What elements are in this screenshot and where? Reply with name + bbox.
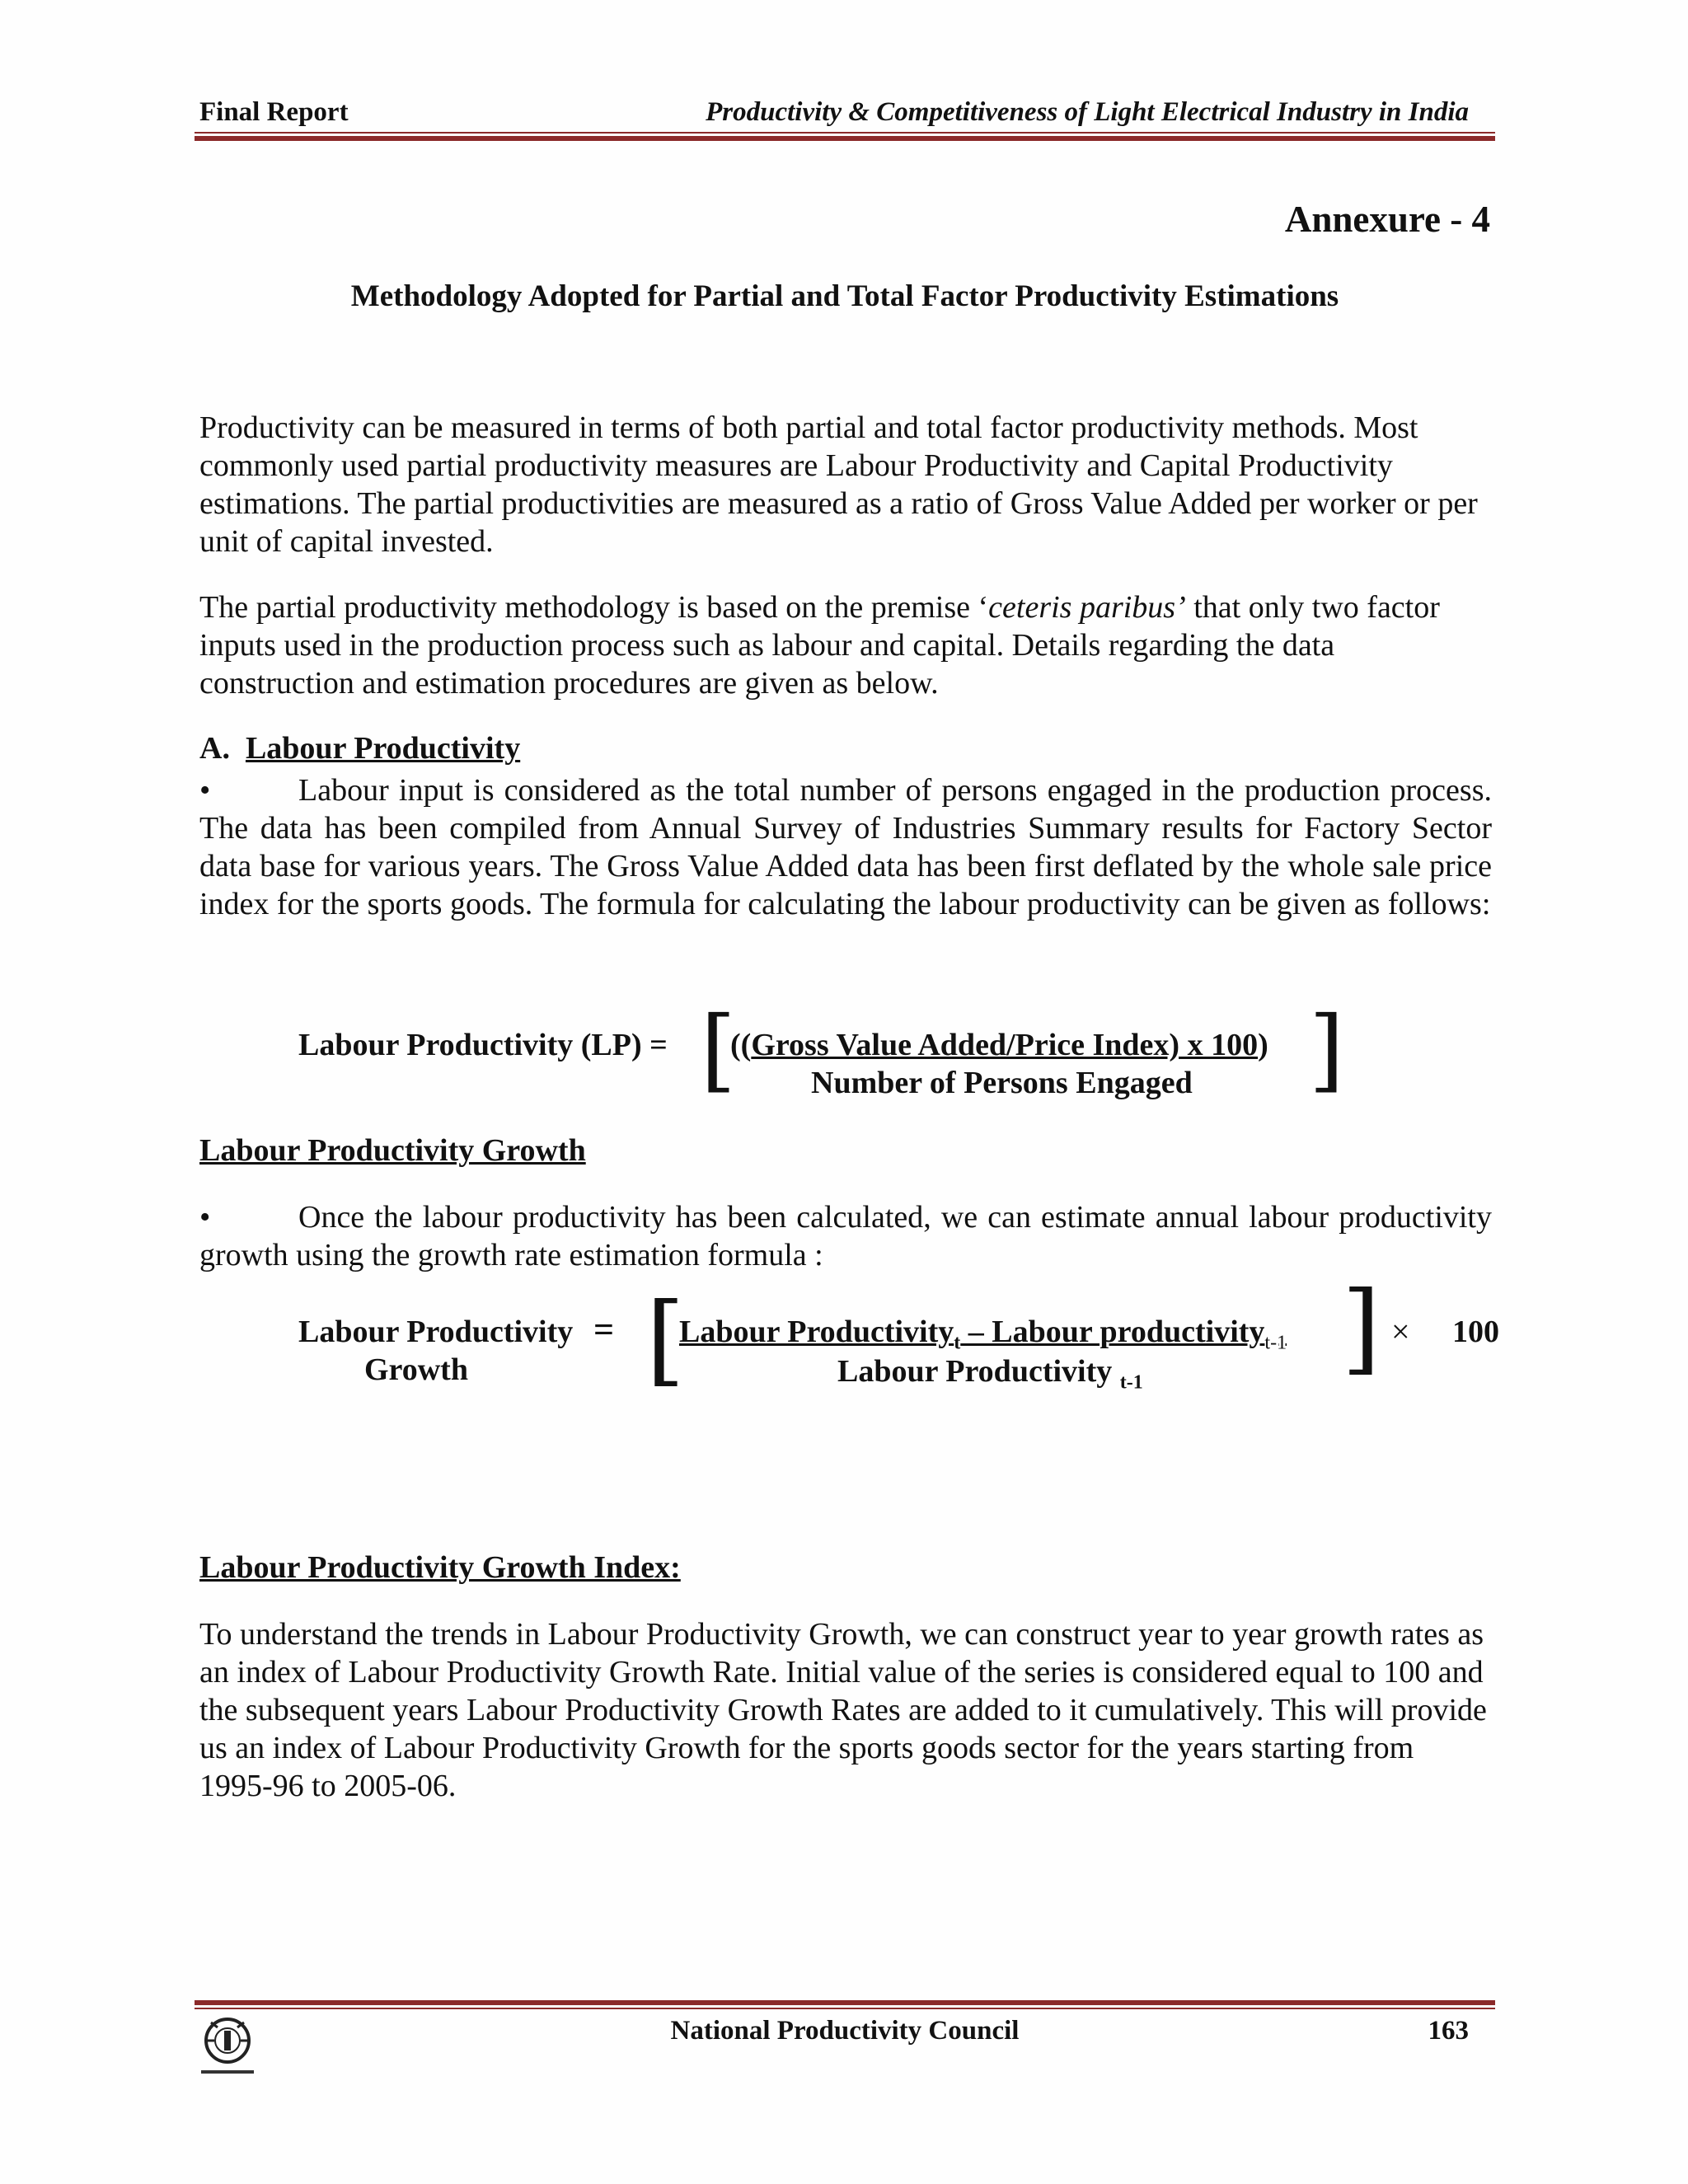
footer-org: National Productivity Council (670, 2016, 1020, 2046)
formula1-num-close: ) (1258, 1028, 1268, 1062)
section-a-heading (199, 730, 520, 766)
labour-input-bullet (199, 771, 1492, 923)
formula2-num-a: Labour Productivity (679, 1315, 954, 1349)
growth-index-heading (199, 1549, 681, 1586)
section-a-letter: A. (199, 731, 230, 766)
section-a-title: Labour Productivity (245, 731, 521, 766)
formula2-denominator (837, 1353, 1143, 1394)
formula2-num-b: – Labour productivity (960, 1315, 1265, 1349)
formula1-denominator: Number of Persons Engaged (811, 1066, 1193, 1100)
formula2-lhs-line2: Growth (364, 1352, 468, 1387)
formula2-equals: = (593, 1310, 615, 1350)
formula1-left-bracket: [ (701, 996, 736, 1102)
header-right: Productivity & Competitiveness of Light Electrical Industry in India (706, 97, 1469, 127)
labour-input-text: Labour input is considered as the total number of persons engaged in the production process. The data has been compiled from Annual Survey of Industries Summary results for Factory Sector data base for various years. The Gross Value Added data has been first deflated by the whole sale price index for the sports goods. The formula for calculating the labour productivity can be given as follows: (199, 773, 1492, 921)
premise-text-italic: ceteris paribus’ (988, 590, 1186, 625)
header-left: Final Report (199, 97, 349, 127)
growth-heading-text: Labour Productivity Growth (199, 1133, 586, 1168)
growth-index-paragraph: To understand the trends in Labour Productivity Growth, we can construct year to year growth rates as an index of Labour Productivity Growth Rate. Initial value of the series is considered equal to 100 and the subsequent years Labour Productivity Growth Rates are added to it cumulatively. This will provide us an index of Labour Productivity Growth for the sports goods sector for the years starting from 1995-96 to 2005-06. (199, 1617, 1487, 1803)
formula2-sub-t: t (954, 1332, 961, 1354)
header-rule-thick (195, 136, 1495, 141)
formula2-lhs-line1: Labour Productivity (298, 1315, 574, 1349)
bullet-icon: • (199, 1200, 211, 1235)
formula2-den: Labour Productivity (837, 1354, 1113, 1389)
premise-text-before: The partial productivity methodology is based on the premise ‘ (199, 590, 989, 625)
growth-heading (199, 1132, 586, 1169)
bullet-icon: • (199, 773, 211, 808)
premise-paragraph (199, 588, 1492, 702)
page-title: Methodology Adopted for Partial and Total Factor Productivity Estimations (350, 279, 1339, 313)
header-rule-thin (195, 132, 1495, 134)
premise-text-after: that only two factor inputs used in the production process such as labour and capital. Details regarding the data construction and estimation procedures are given as below. (199, 590, 1440, 701)
formula2-times: × (1391, 1313, 1410, 1350)
formula2-left-bracket: [ (646, 1282, 685, 1397)
growth-index-heading-text: Labour Productivity Growth Index: (199, 1550, 681, 1585)
formula2-right-bracket: ] (1342, 1271, 1381, 1385)
formula2-numerator (679, 1314, 1287, 1355)
formula1-num-main: Gross Value Added/Price Index) x 100 (751, 1028, 1259, 1062)
formula1-right-bracket: ] (1309, 996, 1344, 1102)
intro-paragraph: Productivity can be measured in terms of both partial and total factor productivity methods. Most commonly used partial productivity measures are Labour Productivity and Capital Productivity estimations. The partial productivities are measured as a ratio of Gross Value Added per worker or per unit of capital invested. (199, 410, 1478, 559)
formula2-sub-t1: t-1 (1264, 1332, 1287, 1354)
page-number: 163 (1428, 2016, 1469, 2046)
formula2-den-sub: t-1 (1119, 1371, 1143, 1394)
formula2-hundred: 100 (1452, 1315, 1499, 1349)
footer-rule-thin (195, 2008, 1495, 2009)
growth-bullet-text: Once the labour productivity has been calculated, we can estimate annual labour productivity growth using the growth rate estimation formula : (199, 1200, 1492, 1272)
annexure-heading: Annexure - 4 (1284, 199, 1490, 240)
formula1-numerator (730, 1027, 1268, 1063)
growth-bullet (199, 1198, 1492, 1274)
formula1-num-open: (( (730, 1028, 752, 1062)
formula1-lhs: Labour Productivity (LP) = (298, 1028, 668, 1062)
footer-rule-thick (195, 2000, 1495, 2005)
